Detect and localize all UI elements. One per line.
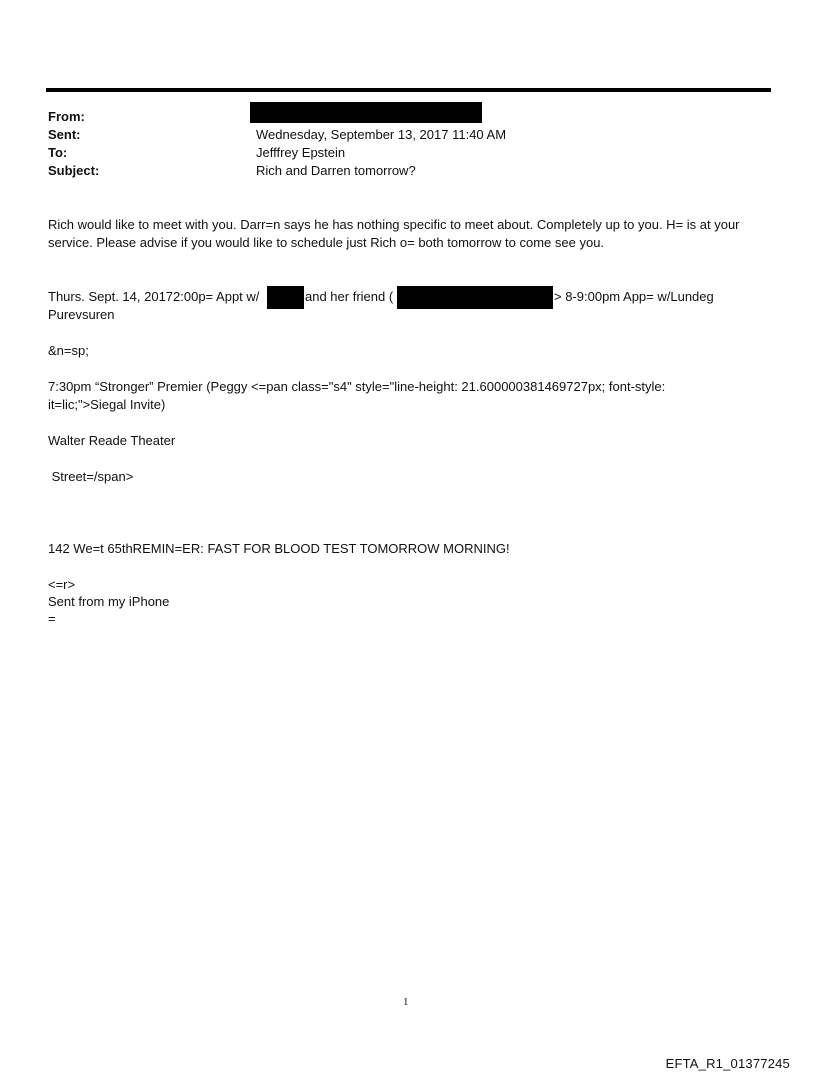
appt-text-2: and her friend ( <box>305 289 394 304</box>
appt-text-1: Thurs. Sept. 14, 20172:00p= Appt w/ <box>48 289 260 304</box>
br-line: <=r> <box>48 577 76 592</box>
nbsp-line: &n=sp; <box>48 343 89 358</box>
signature-line: Sent from my iPhone <box>48 594 170 609</box>
header-rule <box>46 88 771 92</box>
to-value: Jefffrey Epstein <box>256 145 346 160</box>
appt-line-2: Purevsuren <box>48 307 115 322</box>
sent-label: Sent: <box>48 127 81 142</box>
appt-text-3: > 8-9:00pm App= w/Lundeg <box>554 289 714 304</box>
equals-line: = <box>48 611 56 626</box>
premier-line: 7:30pm “Stronger” Premier (Peggy <=pan class="s4" style="line-height: 21.600000381469727px; font-style: it=lic;">Siegal Invite) <box>48 379 666 412</box>
redaction-from <box>250 102 482 123</box>
street-line: Street=/span> <box>48 469 134 484</box>
subject-label: Subject: <box>48 163 100 178</box>
theater-line: Walter Reade Theater <box>48 433 176 448</box>
sent-value: Wednesday, September 13, 2017 11:40 AM <box>256 127 507 142</box>
bates-number: EFTA_R1_01377245 <box>665 1056 790 1071</box>
to-label: To: <box>48 145 68 160</box>
subject-value: Rich and Darren tomorrow? <box>256 163 416 178</box>
from-label: From: <box>48 109 85 124</box>
body-paragraph-1: Rich would like to meet with you. Darr=n says he has nothing specific to meet about. Completely up to you. H= is at your service. Please advise if you would like to schedule just Rich o= both tomorrow to come see you. <box>48 217 740 250</box>
page-number: 1 <box>403 996 409 1008</box>
address-reminder-line: 142 We=t 65thREMIN=ER: FAST FOR BLOOD TEST TOMORROW MORNING! <box>48 541 510 556</box>
